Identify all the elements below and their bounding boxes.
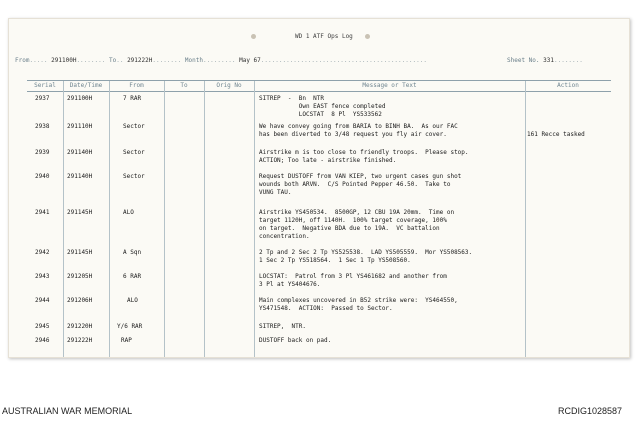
message-cell: We have convey going from BARIA to BINH BA. As our FAC has been diverted to 3/48 request you fly air cover. — [259, 123, 458, 138]
from-cell: Sector — [123, 123, 145, 130]
serial-cell: 2942 — [35, 249, 50, 256]
from-field: From..... 291100H........ To.. 291222H........ Month......... May 67.............................................. — [15, 57, 427, 64]
col-header-to: To — [180, 82, 188, 89]
month-value: May 67 — [239, 57, 261, 64]
serial-cell: 2946 — [35, 337, 50, 344]
message-cell: Request DUSTOFF from VAN KIEP, two urgent cases gun shot wounds both ARVN. C/S Pointed Pepper 46.50. Take to VUNG TAU. — [259, 173, 462, 196]
sheet-title: WD 1 ATF Ops Log — [295, 33, 353, 40]
serial-cell: 2939 — [35, 149, 50, 156]
serial-cell: 2945 — [35, 323, 50, 330]
col-header-serial: Serial — [34, 82, 56, 89]
punch-hole — [365, 34, 370, 39]
serial-cell: 2944 — [35, 297, 50, 304]
datetime-cell: 291145H — [67, 249, 93, 256]
from-cell: Sector — [123, 149, 145, 156]
from-cell: Sector — [123, 173, 145, 180]
datetime-cell: 291206H — [67, 297, 93, 304]
serial-cell: 2938 — [35, 123, 50, 130]
message-cell: Main complexes uncovered in B52 strike were: YS464550, YS471548. ACTION: Passed to Sector. — [259, 297, 458, 312]
from-cell: Y/6 RAR — [117, 323, 143, 330]
serial-cell: 2943 — [35, 273, 50, 280]
datetime-cell: 291220H — [67, 323, 93, 330]
col-header-orig-no: Orig No — [216, 82, 242, 89]
datetime-cell: 291140H — [67, 173, 93, 180]
from-cell: ALO — [127, 297, 138, 304]
datetime-cell: 291110H — [67, 123, 93, 130]
message-cell: SITREP, NTR. — [259, 323, 306, 330]
log-table — [27, 80, 611, 358]
message-cell: Airstrike YS450534. 8500GP, 12 CBU 19A 20mm. Time on target 1120H, off 1140H. 100% target coverage, 100% on target. Negative BDA due to 19A. VC battalion concentration. — [259, 209, 455, 240]
from-cell: A Sqn — [123, 249, 142, 256]
to-value: 291222H — [127, 57, 153, 64]
col-header-action: Action — [557, 82, 579, 89]
datetime-cell: 291222H — [67, 337, 93, 344]
message-cell: SITREP - Bn NTR Own EAST fence completed LOCSTAT 8 Pl YS533562 — [259, 95, 386, 118]
from-value: 291100H — [51, 57, 77, 64]
message-cell: LOCSTAT: Patrol from 3 Pl YS461682 and another from 3 Pl at YS404676. — [259, 273, 447, 288]
from-cell: RAP — [121, 337, 132, 344]
datetime-cell: 291205H — [67, 273, 93, 280]
action-cell: 161 Recce tasked — [527, 131, 585, 138]
datetime-cell: 291140H — [67, 149, 93, 156]
col-header-from: From — [129, 82, 144, 89]
serial-cell: 2941 — [35, 209, 50, 216]
col-header-datetime: Date/Time — [69, 82, 103, 89]
log-sheet — [8, 18, 630, 358]
from-cell: 7 RAR — [123, 95, 142, 102]
col-header-message: Message or Text — [362, 82, 417, 89]
message-cell: Airstrike m is too close to friendly troops. Please stop. ACTION; Too late - airstrike finished. — [259, 149, 469, 164]
sheet-number-field: Sheet No. 331........ — [507, 57, 583, 64]
message-cell: DUSTOFF back on pad. — [259, 337, 332, 344]
footer-credit: AUSTRALIAN WAR MEMORIAL — [2, 406, 133, 416]
from-cell: 6 RAR — [123, 273, 142, 280]
from-cell: ALO — [123, 209, 134, 216]
message-cell: 2 Tp and 2 Sec 2 Tp YS525538. LAD YS505559. Mor YS508563. 1 Sec 2 Tp YS518564. 1 Sec 1 Tp YS508560. — [259, 249, 473, 264]
serial-cell: 2940 — [35, 173, 50, 180]
footer-record-id: RCDIG1028587 — [558, 406, 623, 416]
datetime-cell: 291100H — [67, 95, 93, 102]
sheet-number: 331 — [543, 57, 554, 64]
punch-hole — [251, 34, 256, 39]
datetime-cell: 291145H — [67, 209, 93, 216]
serial-cell: 2937 — [35, 95, 50, 102]
